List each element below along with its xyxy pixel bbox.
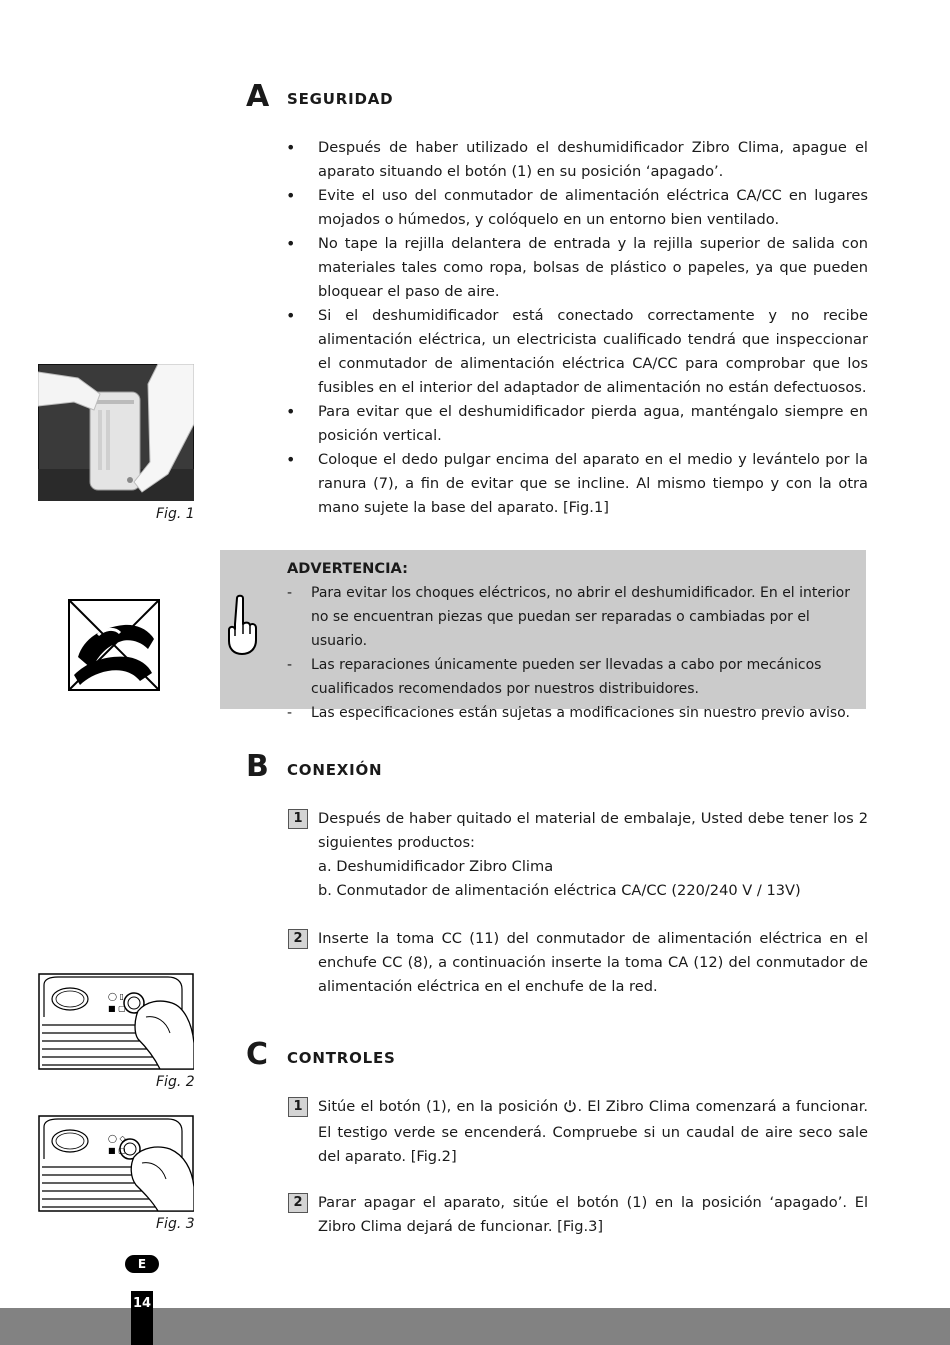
warning-title: ADVERTENCIA: <box>287 560 408 577</box>
safety-bullet: • Si el deshumidificador está conectado correctamente y no recibe alimentación eléctrica, un electricista cualificado tendrá que inspeccionar el conmutador de alimentación eléctrica CA/CC para comprobar que los fusibles en el interior del adaptador de alimentación no están defectuosos. <box>286 304 868 400</box>
step-text: Después de haber quitado el material de embalaje, Usted debe tener los 2 siguientes productos: <box>318 810 868 851</box>
safety-bullet: • No tape la rejilla delantera de entrada y la rejilla superior de salida con materiales tales como ropa, bolsas de plástico o papeles, ya que pueden bloquear el paso de aire. <box>286 232 868 304</box>
svg-text:■ ▢: ■ ▢ <box>108 1146 126 1155</box>
connection-step-1 <box>288 807 868 903</box>
no-open-warning-icon <box>68 599 160 691</box>
step-text: Sitúe el botón (1), en la posición <box>318 1098 559 1115</box>
step-number-badge: 1 <box>288 1097 308 1117</box>
step-text: . El Zibro Clima comenzará a funcionar. El testigo verde se encenderá. Compruebe si un caudal de aire seco sale del aparato. [Fig.2] <box>318 1098 869 1165</box>
step-text: Parar apagar el aparato, sitúe el botón (1) en la posición ‘apagado’. El Zibro Clima dejará de funcionar. [Fig.3] <box>318 1194 868 1235</box>
fig3-caption: Fig. 3 <box>156 1216 195 1232</box>
svg-text:■ ▢: ■ ▢ <box>108 1004 126 1013</box>
section-a-letter: A <box>246 79 270 114</box>
svg-text:◯ ◇: ◯ ◇ <box>108 1134 126 1143</box>
step-subitem: b. Conmutador de alimentación eléctrica CA/CC (220/240 V / 13V) <box>318 882 801 899</box>
controls-step-1 <box>288 1095 868 1169</box>
step-text: Inserte la toma CC (11) del conmutador de alimentación eléctrica en el enchufe CC (8), a continuación inserte la toma CA (12) del conmutador de alimentación eléctrica en el enchufe de la red. <box>318 930 868 995</box>
step-number-badge: 1 <box>288 809 308 829</box>
section-c-title: CONTROLES <box>287 1049 396 1067</box>
fig3-illustration <box>38 1115 194 1212</box>
step-number-badge: 2 <box>288 929 308 949</box>
step-subitem: a. Deshumidificador Zibro Clima <box>318 858 554 875</box>
warning-item: - Para evitar los choques eléctricos, no abrir el deshumidificador. En el interior no se encuentran piezas que puedan ser reparadas o cambiadas por el usuario. <box>287 581 857 653</box>
controls-step-2 <box>288 1191 868 1239</box>
safety-bullet: • Para evitar que el deshumidificador pierda agua, manténgalo siempre en posición vertical. <box>286 400 868 448</box>
pointing-finger-icon <box>224 594 260 658</box>
fig1-caption: Fig. 1 <box>156 506 195 522</box>
step-number-badge: 2 <box>288 1193 308 1213</box>
safety-bullet-list <box>286 136 868 520</box>
section-b-letter: B <box>246 749 269 784</box>
warning-list <box>287 581 857 725</box>
safety-bullet: • Después de haber utilizado el deshumidificador Zibro Clima, apague el aparato situando el botón (1) en su posición ‘apagado’. <box>286 136 868 184</box>
section-a-title: SEGURIDAD <box>287 90 394 108</box>
warning-item: - Las especificaciones están sujetas a modificaciones sin nuestro previo aviso. <box>287 701 857 725</box>
page-number: 14 <box>131 1291 153 1345</box>
fig1-photo <box>38 364 194 501</box>
power-symbol-icon <box>563 1097 577 1121</box>
svg-text:◯ ▯: ◯ ▯ <box>108 992 124 1001</box>
section-b-title: CONEXIÓN <box>287 761 383 779</box>
safety-bullet: • Evite el uso del conmutador de alimentación eléctrica CA/CC en lugares mojados o húmedos, y colóquelo en un entorno bien ventilado. <box>286 184 868 232</box>
fig2-illustration <box>38 973 194 1070</box>
section-c-letter: C <box>246 1037 269 1072</box>
language-badge: E <box>125 1255 159 1273</box>
safety-bullet: • Coloque el dedo pulgar encima del aparato en el medio y levántelo por la ranura (7), a fin de evitar que se incline. Al mismo tiempo y con la otra mano sujete la base del aparato. [Fig.1] <box>286 448 868 520</box>
connection-step-2 <box>288 927 868 999</box>
warning-item: - Las reparaciones únicamente pueden ser llevadas a cabo por mecánicos cualificados recomendados por nuestros distribuidores. <box>287 653 857 701</box>
fig2-caption: Fig. 2 <box>156 1074 195 1090</box>
